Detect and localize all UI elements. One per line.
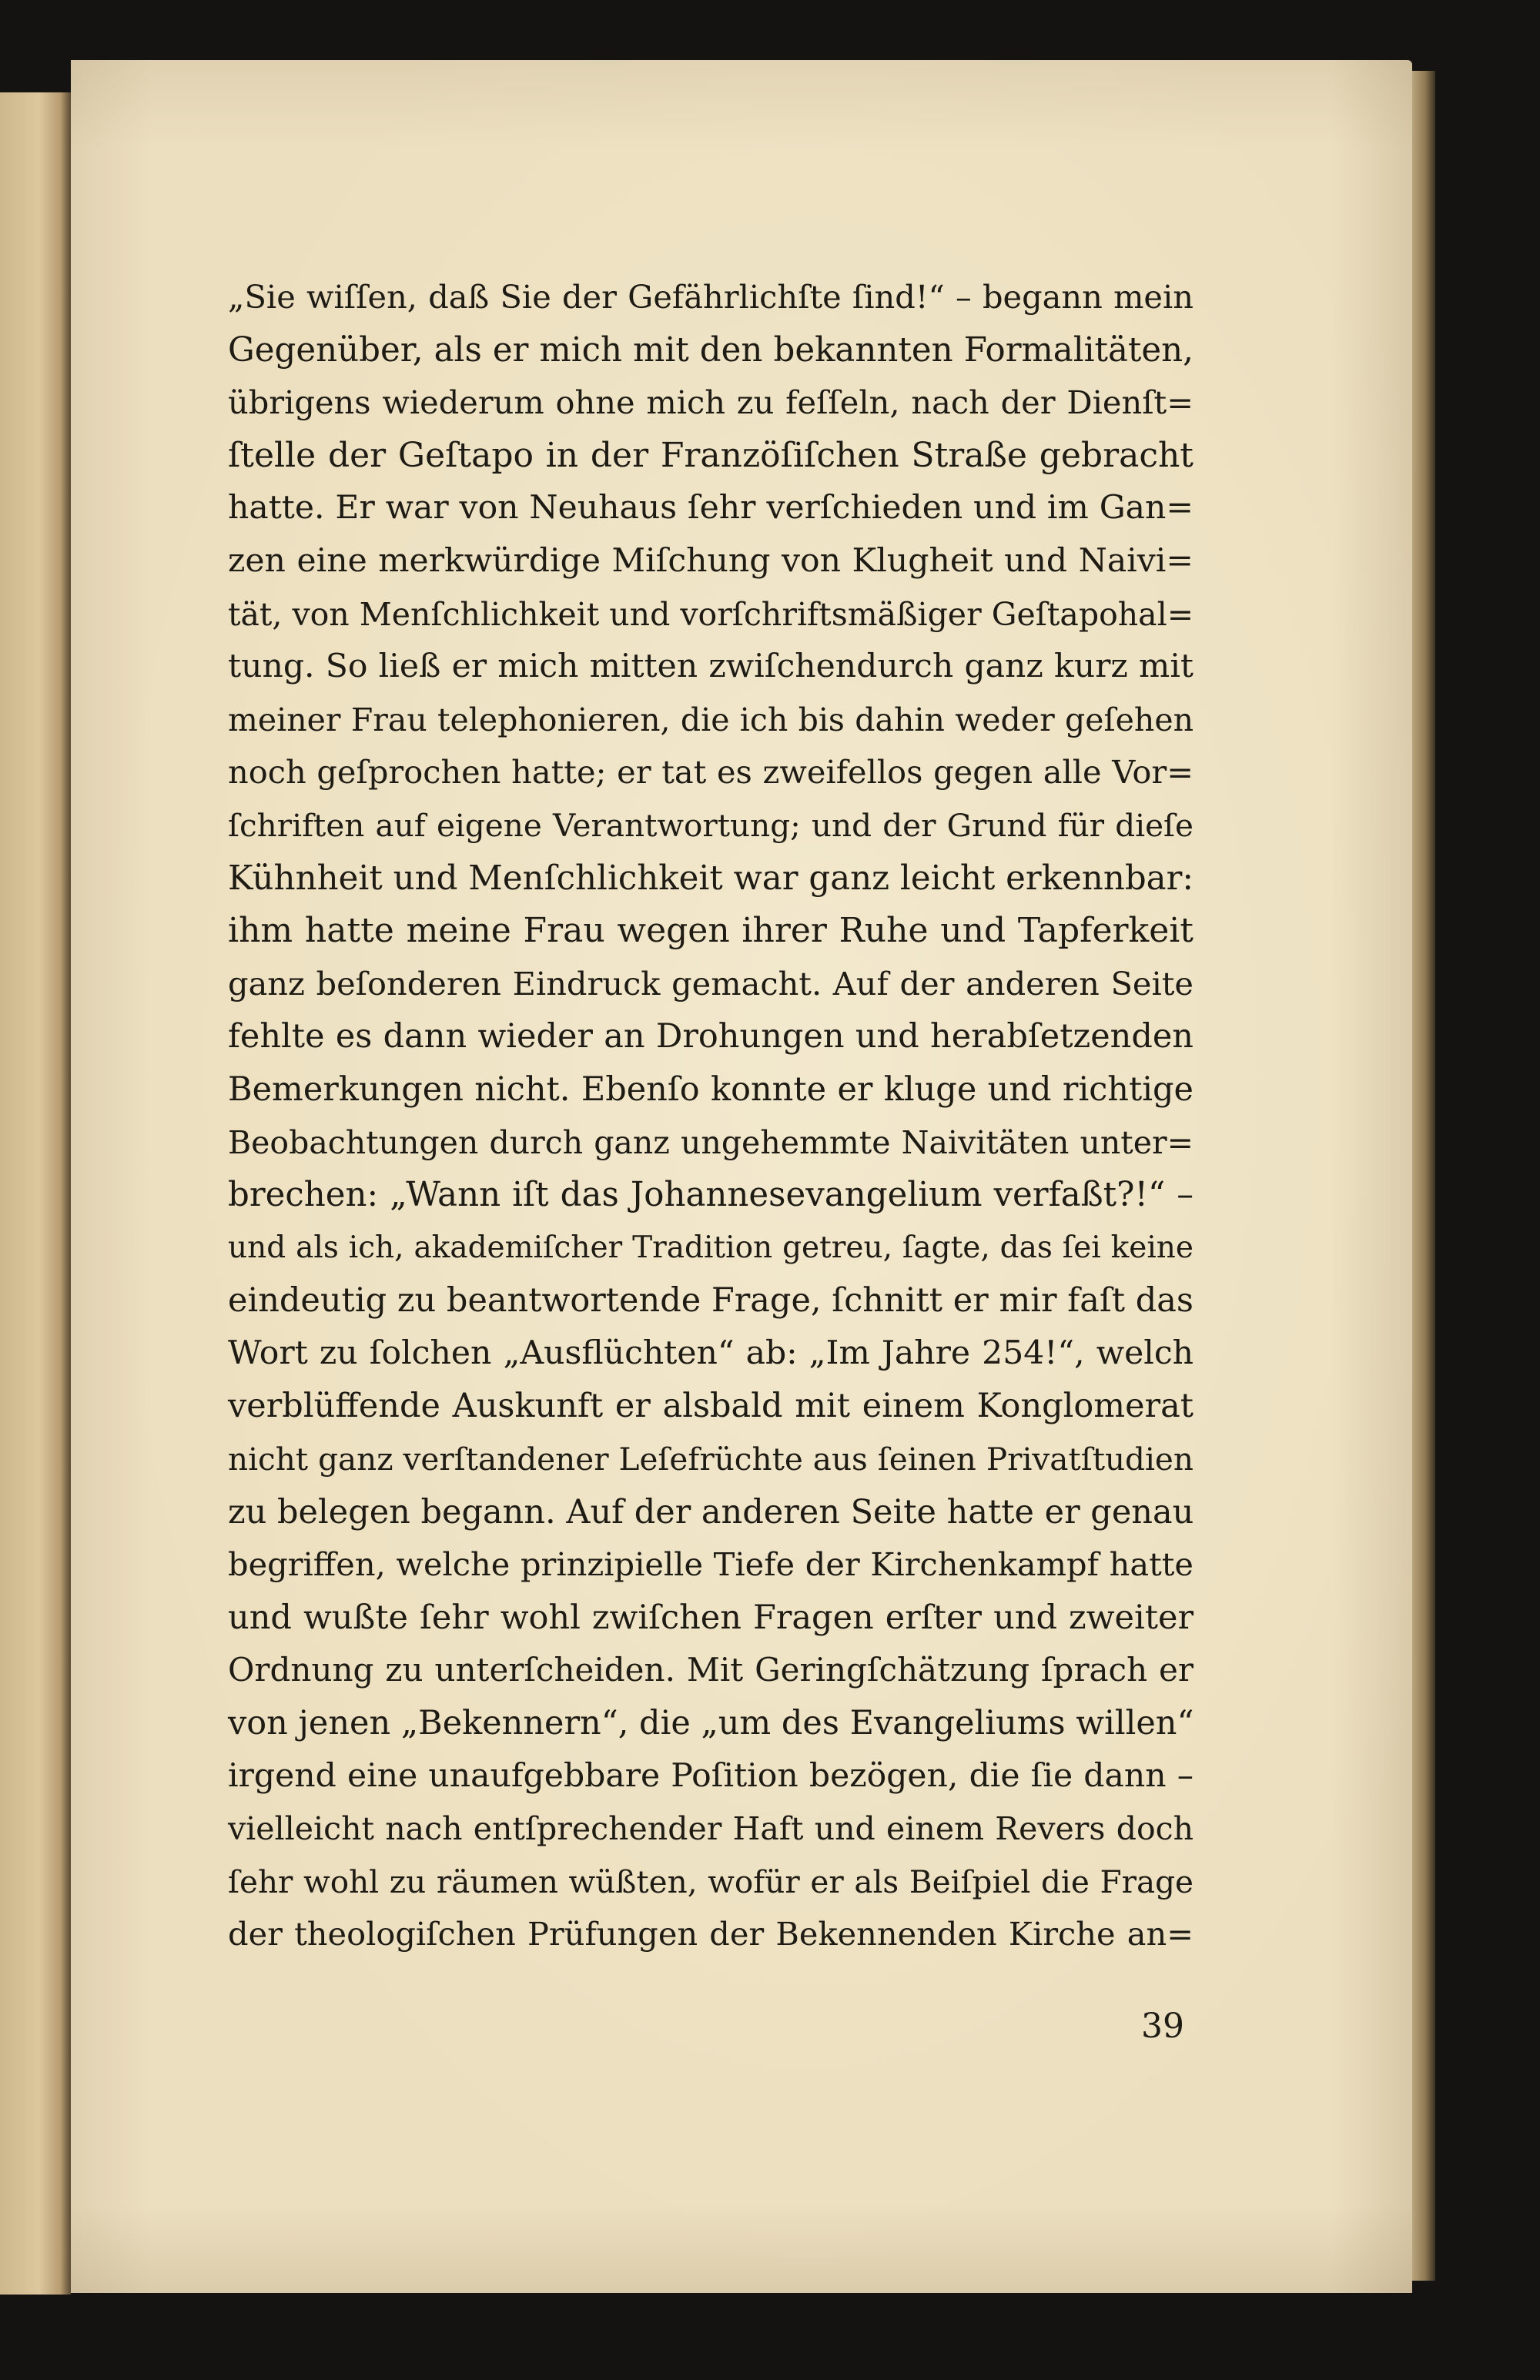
text-line: ganz beſonderen Eindruck gemacht. Auf der anderen Seite (228, 964, 1194, 1003)
text-line: zu belegen begann. Auf der anderen Seite hatte er genau (228, 1492, 1194, 1531)
text-line: meiner Frau telephonieren, die ich bis dahin weder geſehen (228, 701, 1194, 738)
text-line: nicht ganz verſtandener Leſefrüchte aus ſeinen Privatſtudien (228, 1441, 1194, 1478)
text-line: irgend eine unaufgebbare Poſition bezögen, die ſie dann – (228, 1756, 1194, 1795)
text-line: vielleicht nach entſprechender Haft und einem Revers doch (228, 1810, 1194, 1848)
text-line: brechen: „Wann iſt das Johannesevangelium verfaßt?!“ – (228, 1176, 1194, 1215)
text-line: Ordnung zu unterſcheiden. Mit Geringſchätzung ſprach er (228, 1651, 1194, 1689)
text-line: fehlte es dann wieder an Drohungen und herabſetzenden (228, 1017, 1194, 1056)
text-line: Kühnheit und Menſchlichkeit war ganz leicht erkennbar: (228, 859, 1194, 898)
text-line: eindeutig zu beantwortende Frage, ſchnitt er mir faſt das (228, 1281, 1194, 1321)
text-line: Beobachtungen durch ganz ungehemmte Naivitäten unter= (228, 1123, 1194, 1161)
page-edge-shadow (1412, 71, 1435, 2281)
text-line: hatte. Er war von Neuhaus ſehr verſchieden und im Gan= (228, 489, 1194, 527)
text-line: zen eine merkwürdige Miſchung von Klugheit und Naivi= (228, 541, 1194, 580)
text-line: Gegenüber, als er mich mit den bekannten Formalitäten, (228, 330, 1194, 370)
text-line: begriffen, welche prinzipielle Tiefe der Kirchenkampf hatte (228, 1545, 1194, 1584)
facing-page-edge (0, 92, 71, 2295)
text-line: „Sie wiſſen, daß Sie der Gefährlichſte ſind!“ – begann mein (228, 278, 1194, 316)
text-line: übrigens wiederum ohne mich zu feſſeln, nach der Dienſt= (228, 383, 1194, 422)
text-line: tät, von Menſchlichkeit und vorſchriftsmäßiger Geſtapohal= (228, 595, 1194, 633)
text-line: Bemerkungen nicht. Ebenſo konnte er kluge und richtige (228, 1069, 1194, 1109)
text-line: tung. So ließ er mich mitten zwiſchendurch ganz kurz mit (228, 648, 1194, 686)
text-line: von jenen „Bekennern“, die „um des Evangeliums willen“ (228, 1704, 1194, 1743)
text-line: ſchriften auf eigene Verantwortung; und der Grund für dieſe (228, 806, 1194, 844)
text-line: der theologiſchen Prüfungen der Bekennenden Kirche an= (228, 1915, 1194, 1953)
body-text (228, 271, 1194, 1961)
page-number: 39 (1141, 2007, 1184, 2046)
text-line: ihm hatte meine Frau wegen ihrer Ruhe und Tapferkeit (228, 911, 1194, 951)
text-line: und wußte ſehr wohl zwiſchen Fragen erſter und zweiter (228, 1598, 1194, 1637)
text-line: ſtelle der Geſtapo in der Franzöſiſchen Straße gebracht (228, 435, 1194, 475)
text-line: Wort zu ſolchen „Ausflüchten“ ab: „Im Jahre 254!“, welch (228, 1334, 1194, 1372)
text-line: noch geſprochen hatte; er tat es zweifellos gegen alle Vor= (228, 753, 1194, 792)
text-line: und als ich, akademiſcher Tradition getreu, ſagte, das ſei keine (228, 1230, 1194, 1265)
text-line: ſehr wohl zu räumen wüßten, wofür er als Beiſpiel die Frage (228, 1863, 1194, 1900)
text-line: verblüffende Auskunft er alsbald mit einem Konglomerat (228, 1387, 1194, 1426)
